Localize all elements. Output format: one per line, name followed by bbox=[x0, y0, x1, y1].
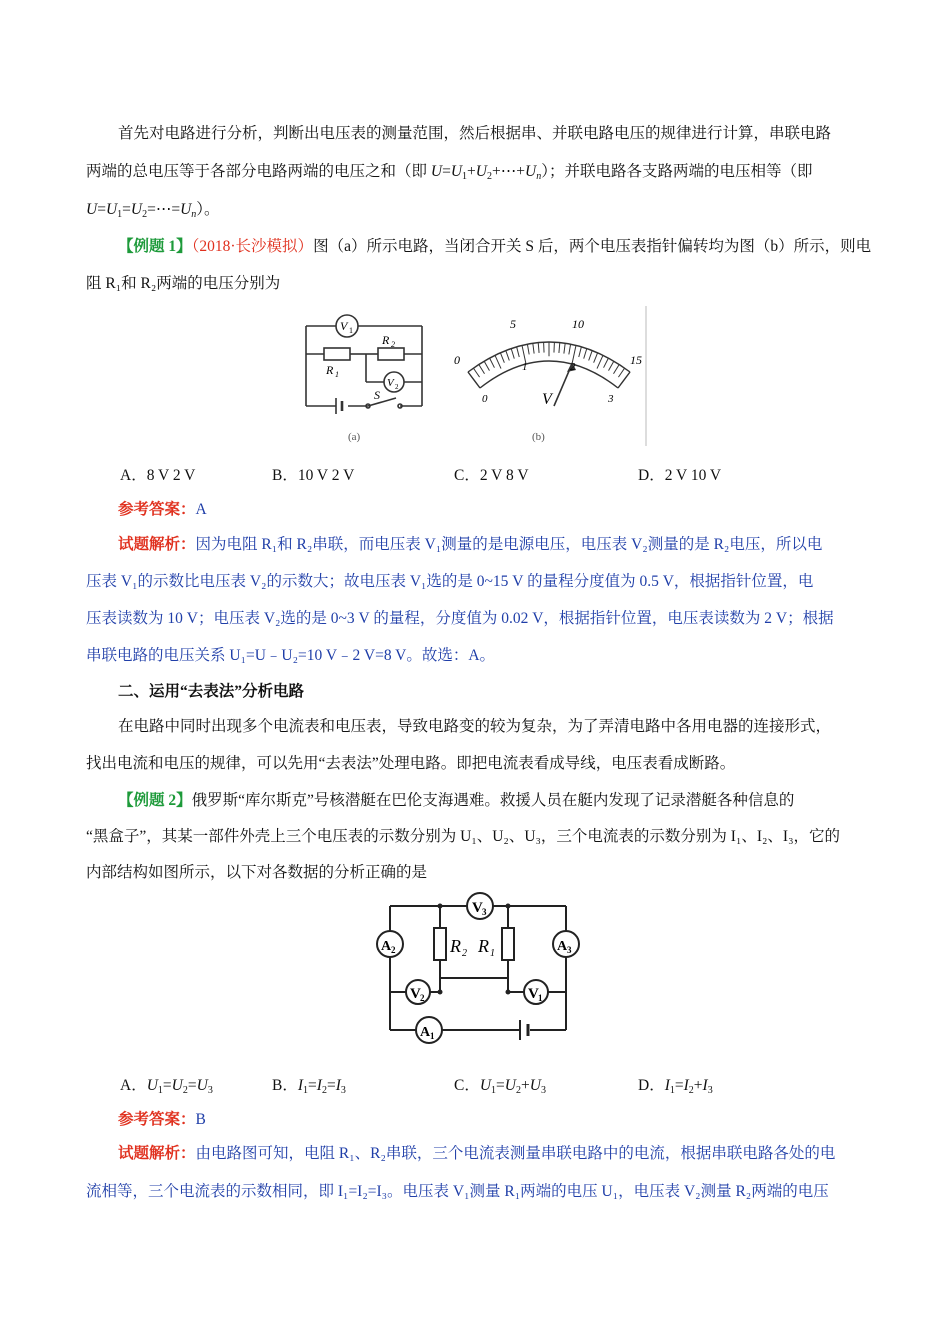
meter-tick bbox=[490, 358, 495, 368]
meter-tick bbox=[594, 353, 598, 363]
intro-line-3: $U=U_1=U_2=\cdots=U_n$）。 bbox=[86, 201, 220, 220]
lower-scale-2: 2 bbox=[570, 361, 576, 373]
example-2-tag: 【例题 2】 bbox=[118, 792, 192, 809]
ex1-option-b: B．10 V 2 V bbox=[272, 467, 355, 484]
fig-a-s-label: S bbox=[374, 388, 380, 402]
meter-tick bbox=[517, 347, 520, 357]
voltmeter-figure-b bbox=[446, 306, 656, 452]
svg-text:1: 1 bbox=[430, 1031, 435, 1041]
section-2-p2: 找出电流和电压的规律，可以先用“去表法”处理电路。即把电流表看成导线，电压表看成断路。 bbox=[86, 755, 736, 772]
intro-line-2: 两端的总电压等于各部分电路两端的电压之和（即 $U=U_1+U_2+\cdots+U_n$）；并联电路各支路两端的电压相等（即 bbox=[86, 163, 813, 182]
circuit-figure-2 bbox=[372, 892, 584, 1044]
svg-text:1: 1 bbox=[490, 948, 495, 959]
fig-a-v2-label: V bbox=[387, 377, 394, 389]
ex1-analysis-line-2: 压表 V₁的示数比电压表 V₂的示数大；故电压表 V₁选的是 0~15 V 的量程分度值为 0.5 V，根据指针位置，电 bbox=[86, 573, 814, 590]
upper-scale-10: 10 bbox=[572, 317, 584, 331]
fig2-a1-label: A bbox=[420, 1025, 431, 1040]
intro-line-1: 首先对电路进行分析，判断出电压表的测量范围，然后根据串、并联电路电压的规律进行计算，串联电路 bbox=[118, 125, 832, 142]
fig2-a2-label: A bbox=[381, 939, 392, 954]
ex2-option-d: D．$I_1=I_2+I_3$ bbox=[638, 1077, 713, 1096]
meter-tick bbox=[506, 351, 510, 361]
ex1-analysis-line-3: 压表读数为 10 V；电压表 V₂选的是 0~3 V 的量程，分度值为 0.02 V，根据指针位置，电压表读数为 2 V；根据 bbox=[86, 610, 834, 627]
ex1-option-d: D．2 V 10 V bbox=[638, 467, 722, 484]
fig2-a3-label: A bbox=[557, 939, 568, 954]
meter-tick bbox=[479, 365, 485, 374]
ex2-analysis-line-1: 试题解析：由电路图可知，电阻 R₁、R₂串联，三个电流表测量串联电路中的电流，根据串联电路各处的电 bbox=[118, 1145, 836, 1162]
fig-a-caption: (a) bbox=[348, 431, 361, 443]
example-1-line-1: 【例题 1】（2018·长沙模拟）图（a）所示电路，当闭合开关 S 后，两个电压表指针偏转均为图（b）所示，则电 bbox=[118, 238, 872, 255]
upper-scale-15: 15 bbox=[630, 353, 642, 367]
meter-tick bbox=[511, 349, 514, 359]
ex2-analysis-line-2: 流相等，三个电流表的示数相同，即 I₁=I₂=I₃。电压表 V₁测量 R₁两端的电压 U₁，电压表 V₂测量 R₂两端的电压 bbox=[86, 1183, 829, 1200]
meter-tick bbox=[579, 347, 582, 357]
meter-tick bbox=[495, 355, 501, 368]
ex2-option-c: C．$U_1=U_2+U_3$ bbox=[454, 1077, 546, 1096]
ex1-option-c: C．2 V 8 V bbox=[454, 467, 529, 484]
svg-text:3: 3 bbox=[482, 907, 487, 917]
meter-tick bbox=[609, 361, 614, 370]
svg-text:2: 2 bbox=[395, 383, 399, 391]
svg-text:2: 2 bbox=[391, 340, 395, 349]
fig2-v2-label: V bbox=[410, 986, 421, 1002]
upper-scale-0: 0 bbox=[454, 353, 460, 367]
fig-b-caption: (b) bbox=[532, 431, 545, 443]
fig2-r2-label: R bbox=[450, 936, 461, 956]
svg-text:2: 2 bbox=[420, 993, 425, 1003]
meter-tick bbox=[500, 353, 504, 363]
meter-tick bbox=[618, 368, 624, 377]
meter-ticks bbox=[468, 342, 630, 388]
meter-tick bbox=[527, 344, 529, 354]
ex1-option-a: A．8 V 2 V bbox=[120, 467, 196, 484]
circuit-figure-a bbox=[296, 306, 436, 452]
example-2-line-1: 【例题 2】俄罗斯“库尔斯克”号核潜艇在巴伦支海遇难。救援人员在艇内发现了记录潜艇各种信息的 bbox=[118, 792, 795, 809]
ex1-answer: 参考答案：A bbox=[118, 501, 207, 518]
example-1-line-2: 阻 R₁和 R₂两端的电压分别为 bbox=[86, 275, 281, 292]
lower-scale-1: 1 bbox=[522, 361, 528, 373]
meter-tick bbox=[569, 344, 571, 354]
fig-a-v1-label: V bbox=[340, 319, 348, 333]
example-2-line-3: 内部结构如图所示，以下对各数据的分析正确的是 bbox=[86, 864, 428, 881]
svg-text:2: 2 bbox=[462, 948, 467, 959]
lower-scale-3: 3 bbox=[608, 393, 614, 405]
fig-a-r2-label: R bbox=[382, 333, 390, 347]
svg-text:1: 1 bbox=[335, 370, 339, 379]
meter-tick bbox=[597, 355, 603, 368]
meter-tick bbox=[589, 351, 593, 361]
meter-tick bbox=[533, 343, 534, 353]
example-1-tag: 【例题 1】 bbox=[118, 238, 192, 255]
example-2-line-2: “黑盒子”，其某一部件外壳上三个电压表的示数分别为 U₁、U₂、U₃，三个电流表的示数分别为 I₁、I₂、I₃，它的 bbox=[86, 828, 841, 845]
ex2-option-a: A．$U_1=U_2=U_3$ bbox=[120, 1077, 213, 1096]
meter-tick bbox=[584, 349, 587, 359]
fig2-v1-label: V bbox=[528, 986, 539, 1002]
svg-text:2: 2 bbox=[391, 945, 396, 955]
ex2-option-b: B．$I_1=I_2=I_3$ bbox=[272, 1077, 346, 1096]
fig2-v3-label: V bbox=[472, 900, 483, 916]
upper-scale-5: 5 bbox=[510, 317, 516, 331]
section-2-title: 二、运用“去表法”分析电路 bbox=[118, 683, 305, 700]
svg-text:1: 1 bbox=[349, 326, 353, 335]
meter-tick bbox=[538, 343, 539, 353]
meter-tick bbox=[484, 361, 489, 370]
example-1-source: （2018·长沙模拟） bbox=[191, 238, 314, 255]
meter-tick bbox=[604, 358, 609, 368]
meter-tick bbox=[613, 365, 619, 374]
meter-tick bbox=[473, 368, 479, 377]
ex2-answer: 参考答案：B bbox=[118, 1111, 206, 1128]
ex1-analysis-line-4: 串联电路的电压关系 U₁=U﹣U₂=10 V﹣2 V=8 V。故选：A。 bbox=[86, 647, 496, 664]
section-2-p1: 在电路中同时出现多个电流表和电压表，导致电路变的较为复杂，为了弄清电路中各用电器的连接形式， bbox=[118, 718, 832, 735]
lower-scale-0: 0 bbox=[482, 393, 488, 405]
ex1-analysis-line-1: 试题解析：因为电阻 R₁和 R₂串联，而电压表 V₁测量的是电源电压，电压表 V₂测量的是 R₂电压，所以电 bbox=[118, 536, 823, 553]
meter-unit-v: V bbox=[542, 391, 552, 408]
meter-tick bbox=[559, 343, 560, 353]
svg-text:1: 1 bbox=[538, 993, 543, 1003]
meter-tick bbox=[564, 343, 565, 353]
fig-a-r1-label: R bbox=[326, 363, 334, 377]
svg-text:3: 3 bbox=[567, 945, 572, 955]
fig2-r1-label: R bbox=[478, 936, 489, 956]
